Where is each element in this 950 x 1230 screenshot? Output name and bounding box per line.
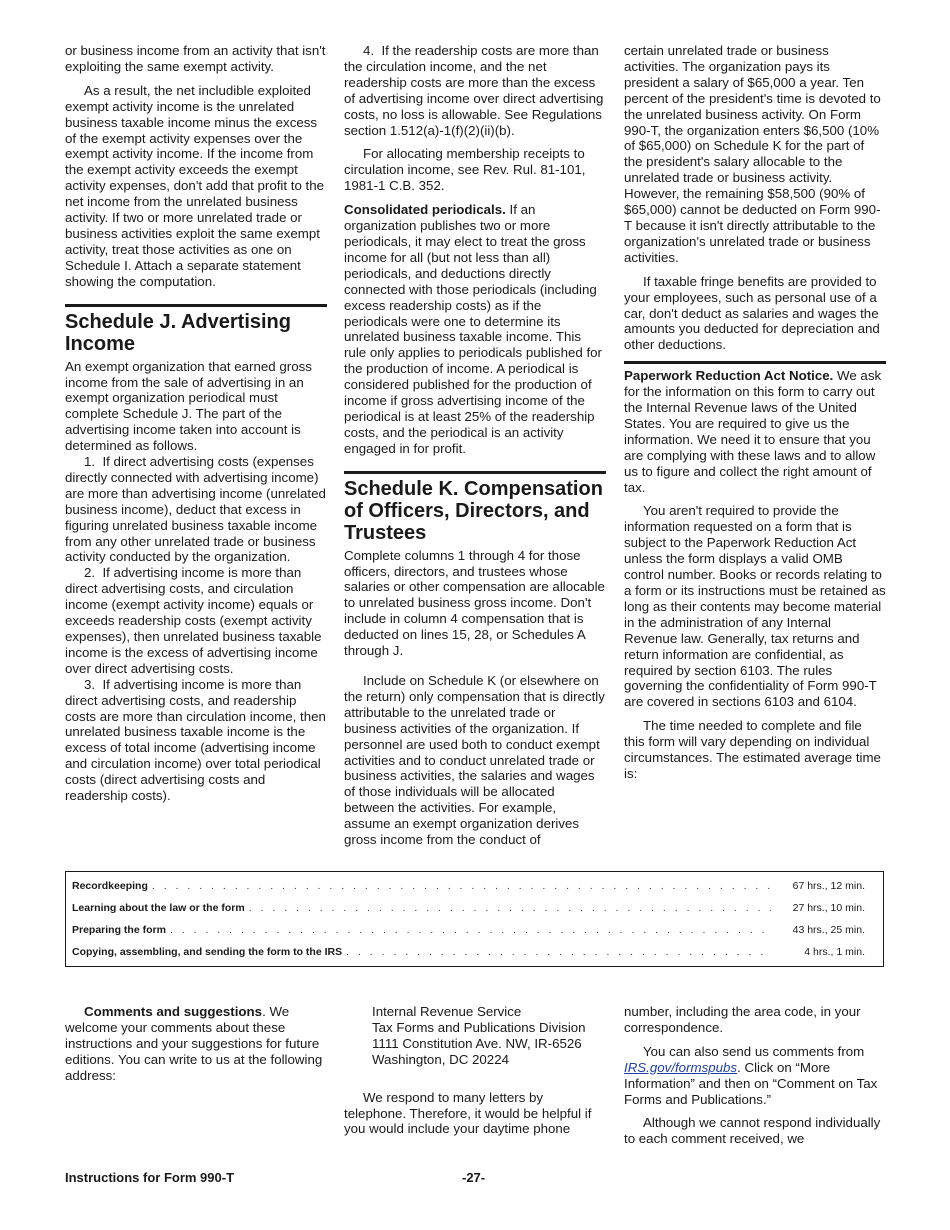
paragraph: We respond to many letters by telephone. Therefore, it would be helpful if you would include your daytime phone — [344, 1089, 592, 1137]
table-row — [72, 880, 865, 894]
section-divider — [344, 471, 606, 474]
table-row-value: 27 hrs., 10 min. — [792, 902, 865, 914]
paragraph: certain unrelated trade or business activities. The organization pays its president a salary of $65,000 a year. Ten percent of the president's time is devoted to the unrelated business activity. On Form 990-T, the organization enters $6,500 (10% of $65,000) on Schedule K for the part of the president's salary allocable to the unrelated trade or business activity. However, the remaining $58,500 (90% of $65,000) cannot be deducted on Form 990-T because it isn't directly attributable to the organization's unrelated trade or business activities. — [624, 43, 881, 265]
section-divider — [65, 304, 327, 307]
bottom-column-2 — [344, 1004, 606, 1145]
paragraph — [344, 202, 606, 457]
irs-formspubs-link[interactable]: IRS.gov/formspubs — [624, 1059, 738, 1075]
mailing-address — [372, 1004, 606, 1068]
paragraph-text: . Click on “More Information” and then on “Comment on Tax Forms and Publications.” — [624, 1059, 878, 1107]
paragraph: Complete columns 1 through 4 for those officers, directors, and trustees whose salaries or other compensation are allocable to unrelated business gross income. Don't include in column 4 compensation that is deducted on lines 15, 28, or Schedules A through J. — [344, 547, 605, 659]
column-1 — [65, 43, 327, 804]
run-in-heading: Consolidated periodicals. — [344, 202, 506, 218]
paragraph: Although we cannot respond individually to each comment received, we — [624, 1115, 881, 1147]
bottom-column-1 — [65, 1004, 327, 1092]
list-item: 4. If the readership costs are more than the circulation income, and the net readership costs are more than the excess of advertising income over direct advertising costs, no loss is allowable. See Regulations section 1.512(a)-1(f)(2)(ii)(b). — [344, 43, 604, 138]
run-in-heading: Comments and suggestions — [84, 1004, 263, 1019]
dot-leader — [346, 946, 771, 958]
paragraph-text: We ask for the information on this form to carry out the Internal Revenue laws of the United States. You are required to give us the information. We need it to ensure that you are complying with these laws and to allow us to figure and collect the right amount of tax. — [624, 368, 882, 495]
list-item: 2. If advertising income is more than direct advertising costs, and circulation income (exempt activity income) equals or exceeds readership costs (exempt activity expenses), then unrelated business taxable income is the excess of advertising income over direct advertising costs. — [65, 565, 322, 676]
list-item: 1. If direct advertising costs (expenses directly connected with advertising income) are more than advertising income (unrelated business income), deduct that excess in figuring unrelated business taxable income from any other unrelated trade or business activity conducted by the organization. — [65, 454, 326, 565]
bottom-column-3 — [624, 1004, 886, 1155]
paragraph: As a result, the net includible exploited exempt activity income is the unrelated business taxable income minus the excess of the exempt activity expenses over the exempt activity income. If the income from the exempt activity exceeds the exempt activity expenses, don't add that profit to the net income from the unrelated business activity. If two or more unrelated trade or business activities exploit the same exempt activity, treat those activities as one on Schedule I. Attach a separate statement showing the computation. — [65, 82, 325, 289]
footer-form-title: Instructions for Form 990-T — [65, 1170, 235, 1185]
table-row-label: Recordkeeping — [72, 880, 148, 892]
table-row — [72, 946, 865, 960]
page-number: -27- — [462, 1170, 486, 1185]
table-row-label: Copying, assembling, and sending the form to the IRS — [72, 946, 343, 958]
paragraph: An exempt organization that earned gross income from the sale of advertising in an exempt organization periodical must complete Schedule J. The part of the advertising income taken into account is determined as follows. — [65, 358, 312, 454]
time-estimate-table — [65, 871, 884, 967]
column-2 — [344, 43, 606, 848]
paragraph: If taxable fringe benefits are provided to your employees, such as personal use of a car, don't deduct as salaries and wages the amounts you deducted for depreciation and other deductions. — [624, 273, 880, 353]
address-line: Tax Forms and Publications Division — [372, 1019, 586, 1035]
paragraph — [624, 1044, 886, 1108]
paragraph-text: . We welcome your comments about these instructions and your suggestions for future editions. You can write to us at the following address: — [65, 1004, 323, 1083]
table-row-value: 4 hrs., 1 min. — [804, 946, 865, 958]
paragraph: number, including the area code, in your correspondence. — [624, 1004, 861, 1035]
dot-leader — [249, 902, 771, 914]
section-divider — [624, 361, 886, 364]
paragraph: The time needed to complete and file this form will vary depending on individual circumstances. The estimated average time is: — [624, 718, 881, 781]
column-3 — [624, 43, 886, 790]
table-row-value: 67 hrs., 12 min. — [792, 880, 865, 892]
paragraph: Include on Schedule K (or elsewhere on the return) only compensation that is directly attributable to the unrelated trade or business activities of the organization. If personnel are used both to conduct exempt activities and to conduct unrelated trade or business activities, the salaries and wages of those individuals will be allocated between the activities. For example, assume an exempt organization derives gross income from the conduct of — [344, 673, 605, 848]
paragraph: For allocating membership receipts to circulation income, see Rev. Rul. 81-101, 1981-1 C.B. 352. — [344, 146, 586, 194]
schedule-k-heading: Schedule K. Compensation of Officers, Directors, and Trustees — [344, 477, 603, 544]
paragraph-text: You can also send us comments from — [643, 1043, 865, 1059]
schedule-j-heading: Schedule J. Advertising Income — [65, 310, 291, 355]
paragraph — [65, 1004, 327, 1084]
list-item: 3. If advertising income is more than direct advertising costs, and readership costs are more than circulation income, then unrelated business taxable income is the excess of total income (advertising income and circulation income) over total periodical costs (direct advertising costs and readership costs). — [65, 676, 326, 804]
run-in-heading: Paperwork Reduction Act Notice. — [624, 368, 834, 384]
table-row-label: Learning about the law or the form — [72, 902, 245, 914]
table-row-label: Preparing the form — [72, 924, 166, 936]
paragraph: or business income from an activity that isn't exploiting the same exempt activity. — [65, 43, 326, 74]
table-row — [72, 902, 865, 916]
paragraph — [624, 368, 886, 495]
address-line: Internal Revenue Service — [372, 1004, 522, 1019]
dot-leader — [152, 880, 771, 892]
table-row-value: 43 hrs., 25 min. — [792, 924, 865, 936]
paragraph: You aren't required to provide the information requested on a form that is subject to the Paperwork Reduction Act unless the form displays a valid OMB control number. Books or records relating to a form or its instructions must be retained as long as their contents may become material in the administration of any Internal Revenue law. Generally, tax returns and return information are confidential, as required by section 6103. The rules governing the confidentiality of Form 990-T are covered in sections 6103 and 6104. — [624, 503, 886, 710]
table-row — [72, 924, 865, 938]
address-line: 1111 Constitution Ave. NW, IR-6526 — [372, 1035, 582, 1051]
paragraph-text: If an organization publishes two or more periodicals, it may elect to treat the gross income for all (but not less than all) periodicals, and deductions directly connected with those periodicals (including excess readership costs) as if the periodicals were one to determine its unrelated business taxable income. This rule only applies to periodicals published for the production of income. A periodical is considered published for the production of income if gross advertising income of the periodical is at least 25% of the readership costs, and the periodical is an activity engaged in for profit. — [344, 202, 602, 456]
dot-leader — [170, 924, 771, 936]
address-line: Washington, DC 20224 — [372, 1051, 509, 1067]
